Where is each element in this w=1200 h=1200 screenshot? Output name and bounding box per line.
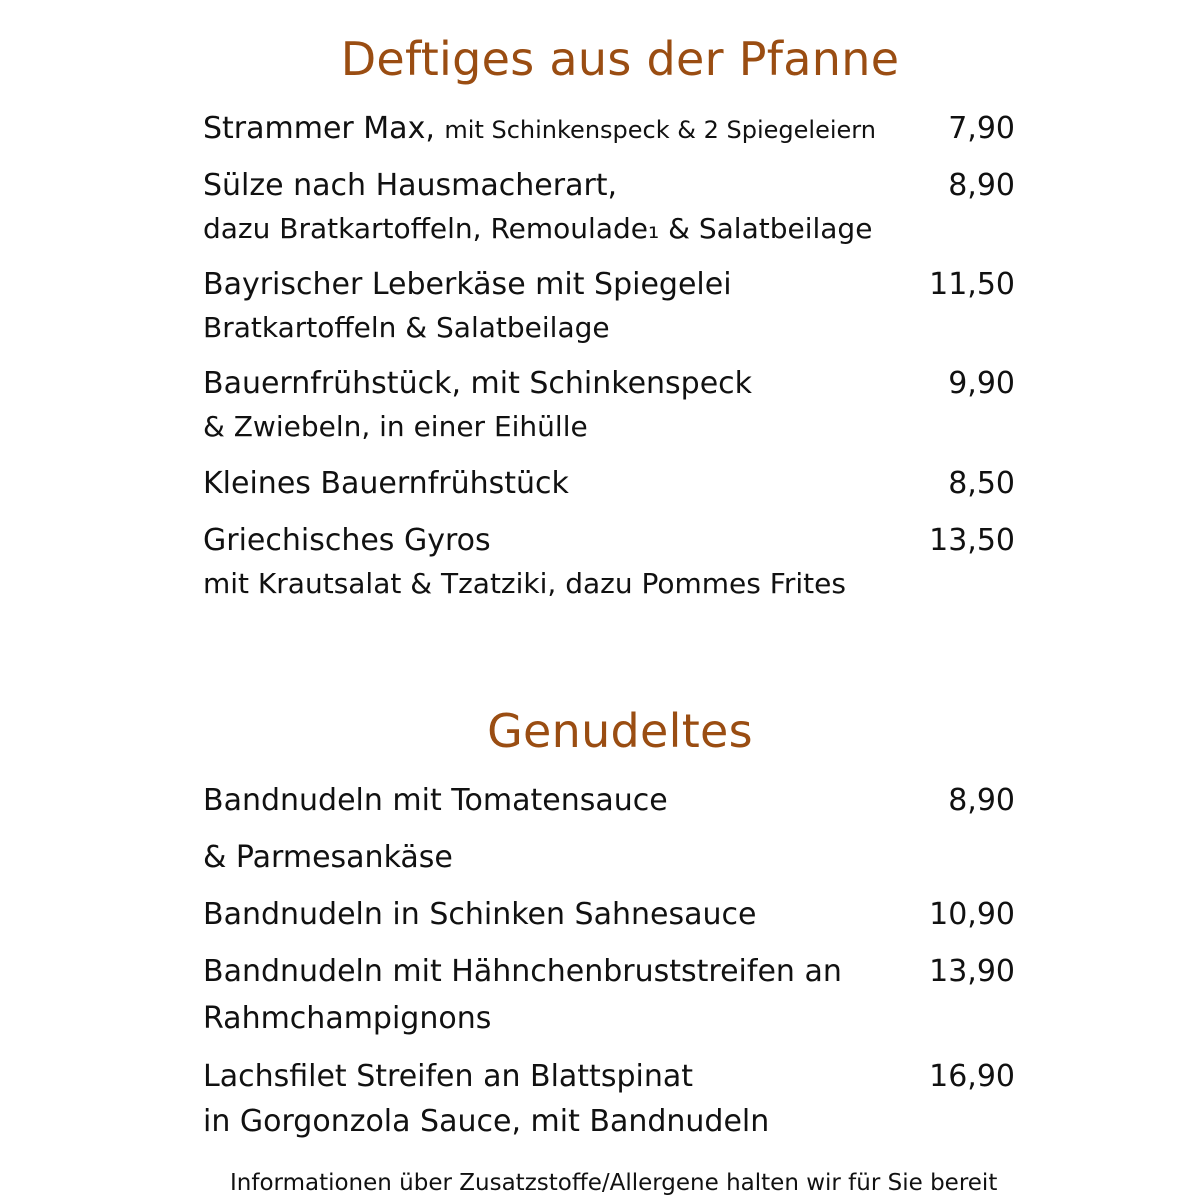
item-name: Griechisches Gyros <box>203 523 491 558</box>
item-price: 10,90 <box>929 897 1015 932</box>
item-name: Bandnudeln in Schinken Sahnesauce <box>203 897 757 932</box>
item-price: 16,90 <box>929 1059 1015 1094</box>
item-name: Bauernfrühstück, mit Schinkenspeck <box>203 366 753 401</box>
allergen-notice: Informationen über Zusatzstoffe/Allergene halten wir für Sie bereit <box>230 1170 998 1196</box>
item-name: Bandnudeln mit Hähnchenbruststreifen an <box>203 954 842 989</box>
item-name-wrap <box>203 111 876 146</box>
menu-item-bandnudeln-tomate <box>203 783 1015 875</box>
section-title-pfanne: Deftiges aus der Pfanne <box>340 32 900 86</box>
item-description: Rahmchampignons <box>203 1001 492 1036</box>
item-name: Kleines Bauernfrühstück <box>203 466 569 501</box>
item-name: Bandnudeln mit Tomatensauce <box>203 783 668 818</box>
item-price: 11,50 <box>929 267 1015 302</box>
menu-item-bauernfruehstueck <box>203 366 1015 443</box>
menu-item-gyros <box>203 523 1015 600</box>
item-name: Lachsfilet Streifen an Blattspinat <box>203 1059 693 1094</box>
item-price: 8,50 <box>948 466 1015 501</box>
item-name: Bayrischer Leberkäse mit Spiegelei <box>203 267 732 302</box>
item-description: mit Krautsalat & Tzatziki, dazu Pommes Frites <box>203 567 846 600</box>
item-description: in Gorgonzola Sauce, mit Bandnudeln <box>203 1104 770 1139</box>
item-price: 8,90 <box>948 783 1015 818</box>
item-price: 8,90 <box>948 168 1015 203</box>
menu-item-lachsfilet <box>203 1059 1015 1139</box>
section-title-genudeltes: Genudeltes <box>487 704 753 758</box>
menu-item-strammer-max <box>203 111 1015 146</box>
menu-item-bandnudeln-haehnchen <box>203 954 1015 1036</box>
item-description: & Zwiebeln, in einer Eihülle <box>203 410 588 443</box>
menu-item-leberkaese <box>203 267 1015 344</box>
menu-item-suelze <box>203 168 1015 245</box>
menu-item-bandnudeln-schinken <box>203 897 1015 932</box>
item-description: Bratkartoffeln & Salatbeilage <box>203 311 610 344</box>
item-price: 7,90 <box>948 111 1015 146</box>
item-name: Sülze nach Hausmacherart, <box>203 168 618 203</box>
item-price: 13,90 <box>929 954 1015 989</box>
item-price: 13,50 <box>929 523 1015 558</box>
item-description: dazu Bratkartoffeln, Remoulade₁ & Salatbeilage <box>203 212 873 245</box>
item-description: & Parmesankäse <box>203 840 453 875</box>
menu-item-kleines-bauernfruehstueck <box>203 466 1015 501</box>
item-price: 9,90 <box>948 366 1015 401</box>
item-name: Strammer Max, <box>203 111 435 146</box>
item-note: mit Schinkenspeck & 2 Spiegeleiern <box>444 116 876 144</box>
